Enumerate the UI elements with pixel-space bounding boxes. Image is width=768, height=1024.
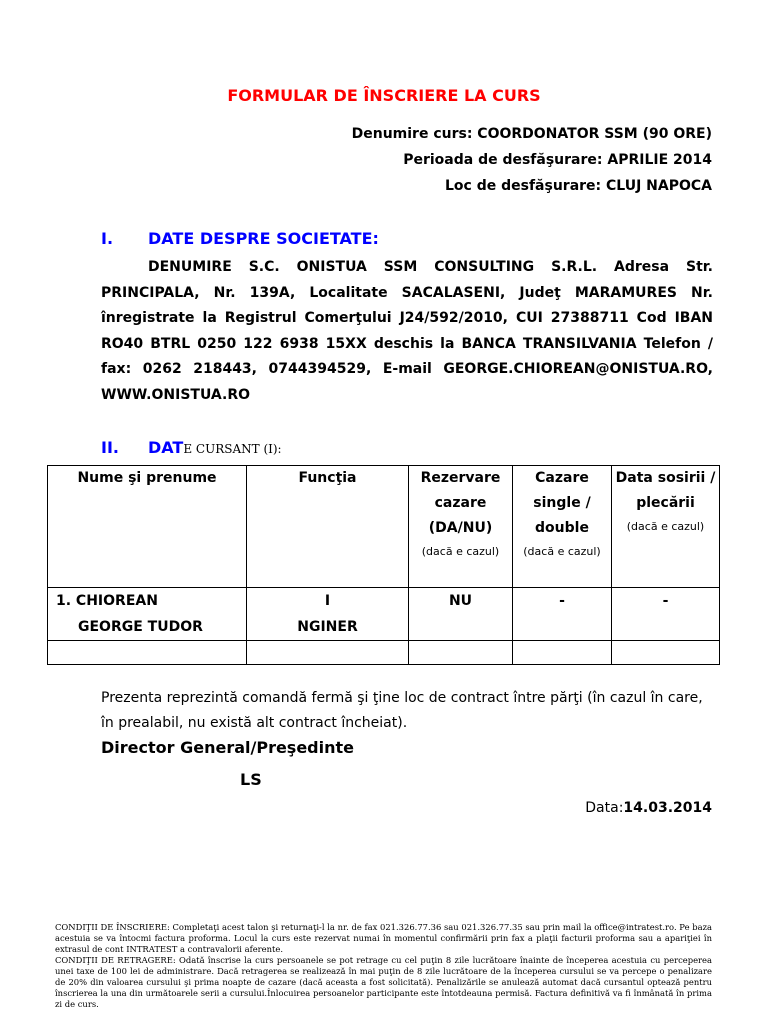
date-label: Data: (585, 800, 624, 816)
section-2-heading-rest: E CURSANT (I): (183, 442, 282, 456)
signature-date (585, 800, 712, 816)
course-location: Loc de desfăşurare: CLUJ NAPOCA (445, 178, 712, 194)
header-reservation: Rezervare cazare (DA/NU) (dacă e cazul) (409, 466, 513, 588)
participants-table (47, 465, 720, 665)
cell-function: I NGINER (247, 588, 409, 641)
table-row (48, 641, 720, 665)
section-1-heading: DATE DESPRE SOCIETATE: (148, 229, 379, 248)
header-reservation-note: (dacă e cazul) (421, 545, 500, 558)
table-row (48, 588, 720, 641)
form-title: FORMULAR DE ÎNSCRIERE LA CURS (227, 86, 541, 105)
footer-conditions (55, 922, 712, 1010)
signature-role: Director General/Preşedinte (101, 738, 355, 757)
statement-text: Prezenta reprezintă comandă fermă şi ţine loc de contract între părţi (în cazul în care, în prealabil, nu există alt contract încheiat). (101, 690, 703, 731)
table-header-row (48, 466, 720, 588)
signature-ls: LS (240, 770, 262, 789)
course-period: Perioada de desfăşurare: APRILIE 2014 (403, 152, 712, 168)
header-function: Funcţia (247, 466, 409, 588)
cell-reservation (409, 641, 513, 665)
date-value: 14.03.2014 (623, 800, 712, 816)
section-2-number: II. (101, 438, 119, 457)
enrollment-conditions: CONDIŢII DE ÎNSCRIERE: Completaţi acest talon şi returnaţi-l la nr. de fax 021.326.77.36 sau 021.326.77.35 sau prin mail la office@intratest.ro. Pe baza acestuia se va întocmi factura proforma. Locul la curs este rezervat numai în momentul confirmării prin fax a plaţii facturii proforma sau a apariţiei în extrasul de cont INTRATEST a contravalorii aferente. (55, 922, 712, 954)
cell-dates (612, 641, 720, 665)
header-dates-note: (dacă e cazul) (626, 520, 705, 533)
header-name: Nume şi prenume (48, 466, 247, 588)
header-room-note: (dacă e cazul) (523, 545, 601, 558)
cell-name: 1. CHIOREAN GEORGE TUDOR (48, 588, 247, 641)
section-2-heading-bold: DAT (148, 438, 184, 457)
cell-name (48, 641, 247, 665)
cell-function (247, 641, 409, 665)
header-dates: Data sosirii / plecării (dacă e cazul) (612, 466, 720, 588)
course-name: Denumire curs: COORDONATOR SSM (90 ORE) (351, 126, 712, 142)
company-details: DENUMIRE S.C. ONISTUA SSM CONSULTING S.R.L. Adresa Str. PRINCIPALA, Nr. 139A, Localitate SACALASENI, Judeţ MARAMURES Nr. înregistrate la Registrul Comerţului J24/592/2010, CUI 27388711 Cod IBAN RO40 BTRL 0250 122 6938 15XX deschis la BANCA TRANSILVANIA Telefon / fax: 0262 218443, 0744394529, E-mail GEORGE.CHIOREAN@ONISTUA.RO, WWW.ONISTUA.RO (101, 259, 713, 403)
cell-room: - (513, 588, 612, 641)
cell-room (513, 641, 612, 665)
section-2-heading (148, 438, 282, 457)
withdrawal-conditions: CONDIŢII DE RETRAGERE: Odată înscrise la curs persoanele se pot retrage cu cel puţin 8 zile lucrătoare înainte de începerea acestuia cu perceperea unei taxe de 100 lei de administrare. Dacă retragerea se realizează în mai puţin de 8 zile lucrătoare de la începerea cursului se va percepe o penalizare de 20% din valoarea cursului şi prima noapte de cazare (dacă aceasta a fost solicitată). Penalizările se anulează automat dacă cursantul optează pentru înscrierea la una din următoarele serii a cursului.Înlocuirea persoanelor participante este întotdeauna permisă. Factura definitivă va fi înmânată în prima zi de curs. (55, 955, 712, 1009)
cell-reservation: NU (409, 588, 513, 641)
header-room: Cazare single / double (dacă e cazul) (513, 466, 612, 588)
section-1-number: I. (101, 229, 114, 248)
cell-dates: - (612, 588, 720, 641)
